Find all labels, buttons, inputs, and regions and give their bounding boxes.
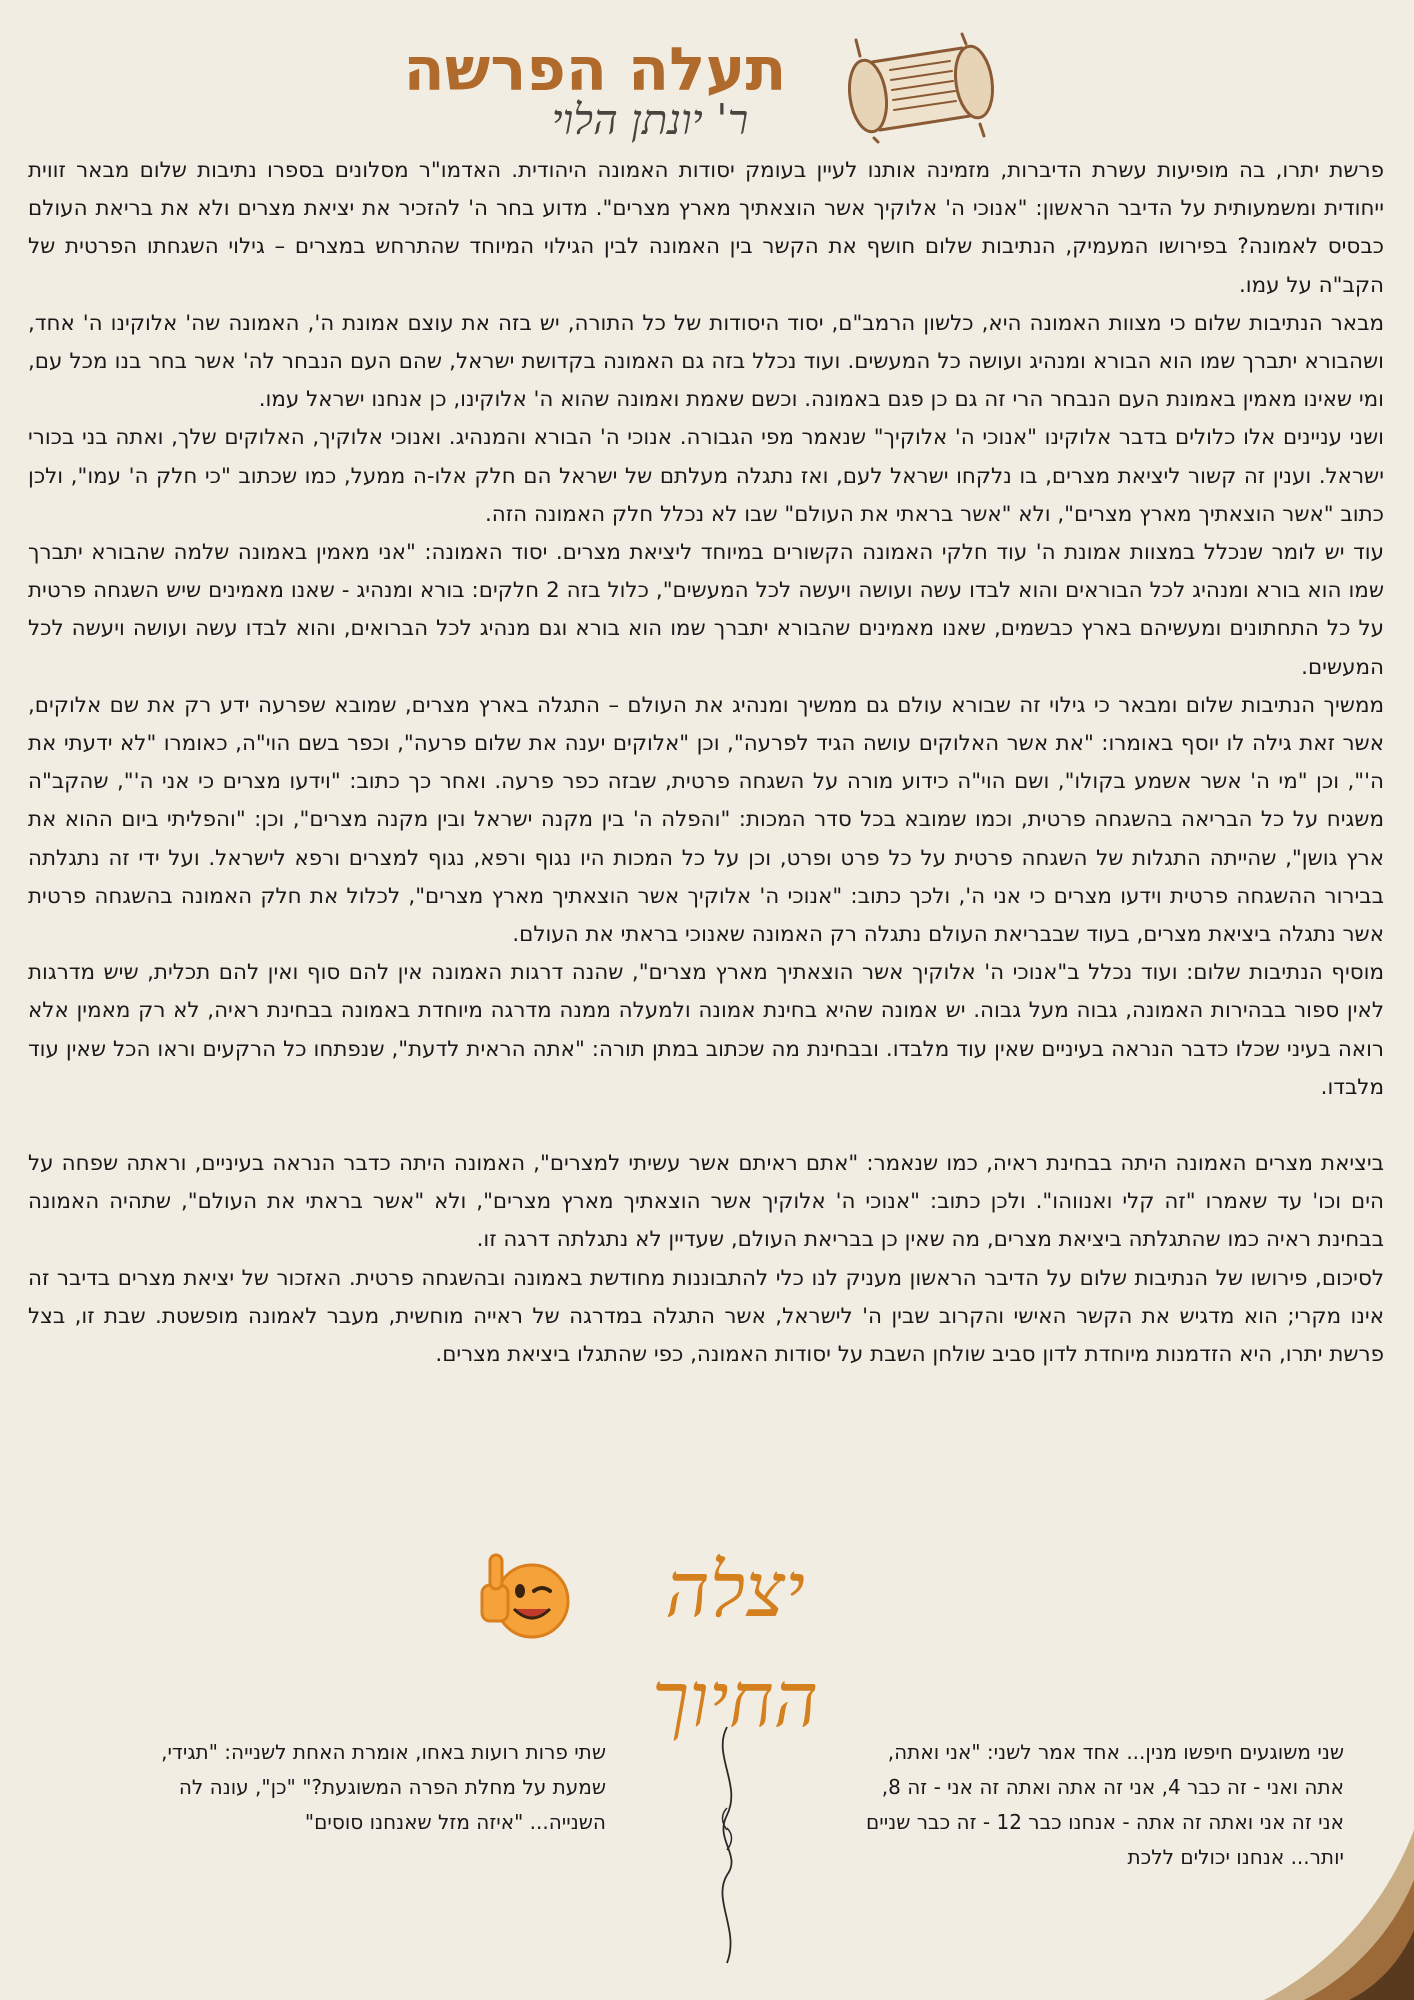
article-body [28, 152, 1384, 1374]
article-paragraph: ממשיך הנתיבות שלום ומבאר כי גילוי זה שבורא עולם גם ממשיך ומנהיג את העולם – התגלה בארץ מצרים, שמובא שפרעה ידע רק את שם אלוקים, אשר זאת גילה לו יוסף באומרו: "את אשר האלוקים עושה הגיד לפרעה", וכן "אלוקים יענה את שלום פרעה", וכפר בשם הוי"ה, כאומרו "לא ידעתי את ה'", וכן "מי ה' אשר אשמע בקולו", ושם הוי"ה כידוע מורה על השגחה פרטית, שבזה כפר פרעה. ואחר כך כתוב: "וידעו מצרים כי אני ה'", שהקב"ה משגיח על כל הבריאה בהשגחה פרטית, וכמו שמובא בכל סדר המכות: "והפלה ה' בין מקנה ישראל ובין מקנה מצרים", וכן: "והפליתי ביום ההוא את ארץ גושן", שהייתה התגלות של השגחה פרטית על כל פרט ופרט, וכן על כל המכות היו נגוף ורפא, נגוף למצרים ורפא לישראל. ועל ידי זה נתגלתה בבירור ההשגחה פרטית וידעו מצרים כי אני ה', ולכך כתוב: "אנוכי ה' אלוקיך אשר הוצאתיך מארץ מצרים", לכלול את חלק האמונה בהשגחה פרטית אשר נתגלה ביציאת מצרים, בעוד שבבריאת העולם נתגלה רק האמונה שאנוכי בראתי את העולם. [28, 692, 1384, 948]
article-paragraph: ביציאת מצרים האמונה היתה בבחינת ראיה, כמו שנאמר: "אתם ראיתם אשר עשיתי למצרים", האמונה היתה כדבר הנראה בעיניים, וראתה שפחה על הים וכו' עד שאמרו "זה קלי ואנווהו". ולכן כתוב: "אנוכי ה' אלוקיך אשר הוצאתיך מארץ מצרים", ולא "אשר בראתי את העולם", שתהיה האמונה בבחינת ראיה כמו שהתגלתה ביציאת מצרים, מה שאין כן בבריאת העולם, שעדיין לא נתגלתה דרגה זו. [28, 1151, 1384, 1253]
humor-title: יצלה החיוך [651, 1545, 819, 1744]
article-paragraph: עוד יש לומר שנכלל במצוות אמונת ה' עוד חלקי האמונה הקשורים במיוחד ליציאת מצרים. יסוד האמונה: "אני מאמין באמונה שלמה שהבורא יתברך שמו הוא בורא ומנהיג לכל הבוראים והוא לבדו עשה ועושה ויעשה לכל המעשים", כלול בזה 2 חלקים: בורא ומנהיג - שאנו מאמינים שיש השגחה פרטית על כל התחתונים ומעשיהם בארץ כבשמים, שאנו מאמינים שהבורא יתברך שמו הוא בורא וגם מנהיג לכל הברואים, והוא לבדו עשה ועושה ויעשה לכל המעשים. [28, 540, 1384, 680]
ornamental-divider [702, 1725, 752, 1965]
page-title: תעלה הפרשה [403, 35, 787, 105]
article-paragraph: פרשת יתרו, בה מופיעות עשרת הדיברות, מזמינה אותנו לעיין בעומק יסודות האמונה היהודית. האדמו"ר מסלונים בספרו נתיבות שלום מבאר זווית ייחודית ומשמעותית על הדיבר הראשון: "אנוכי ה' אלוקיך אשר הוצאתיך מארץ מצרים". מדוע בחר ה' להזכיר את יציאת מצרים ולא את בריאת העולם כבסיס לאמונה? בפירושו המעמיק, הנתיבות שלום חושף את הקשר בין האמונה לבין הגילוי המיוחד שהתרחש במצרים – גילוי השגחתו הפרטית של הקב"ה על עמו. [28, 158, 1384, 298]
article-paragraph: מבאר הנתיבות שלום כי מצוות האמונה היא, כלשון הרמב"ם, יסוד היסודות של כל התורה, יש בזה את עוצם אמונת ה', האמונה שה' אלוקינו ה' אחד, ושהבורא יתברך שמו הוא הבורא ומנהיג ועושה כל המעשים. ועוד נכלל בזה גם האמונה בקדושת ישראל, שהם העם הנבחר לה' אשר בחר בנו מכל עם, ומי שאינו מאמין באמונת העם הנבחר הרי זה גם כן פגם באמונה. וכשם שאמת ואמונה שהוא ה' אלוקינו, כן אנחנו ישראל עמו. [28, 310, 1384, 413]
joke-right: שני משוגעים חיפשו מנין... אחד אמר לשני: "אני ואתה, אתה ואני - זה כבר 4, אני זה אתה ואתה זה אני - זה 8, אני זה אני ואתה זה אתה - אנחנו כבר 12 - זה כבר שניים יותר... אנחנו יכולים ללכת [866, 1740, 1344, 1869]
corner-decoration [1264, 1830, 1414, 2000]
article-paragraph: מוסיף הנתיבות שלום: ועוד נכלל ב"אנוכי ה' אלוקיך אשר הוצאתיך מארץ מצרים", שהנה דרגות האמונה אין להם סוף ואין להם תכלית, שיש מדרגות לאין ספור בבהירות האמונה, גבוה מעל גבוה. יש אמונה שהיא בחינת אמונה ולמעלה ממנה מדרגה מיוחדת באמונה בבחינת ראיה, לא רק מאמין אלא רואה בעיני שכלו כדבר הנראה בעיניים שאין עוד מלבדו. ובבחינת מה שכתוב במתן תורה: "אתה הראית לדעת", שנפתחו כל הרקעים וראו הכל שאין עוד מלבדו. [28, 960, 1384, 1100]
article-paragraph: לסיכום, פירושו של הנתיבות שלום על הדיבר הראשון מעניק לנו כלי להתבוננות מחודשת באמונה ובהשגחה פרטית. האזכור של יציאת מצרים בדיבר זה אינו מקרי; הוא מדגיש את הקשר האישי והקרוב שבין ה' לישראל, אשר התגלה במדרגה של ראייה מוחשית, מעבר לאמונה מופשטת. שבת זו, בצל פרשת יתרו, היא הזדמנות מיוחדת לדון סביב שולחן השבת על יסודות האמונה, כפי שהתגלו ביציאת מצרים. [28, 1265, 1384, 1368]
joke-left: שתי פרות רועות באחו, אומרת האחת לשנייה: "תגידי, שמעת על מחלת הפרה המשוגעת?" "כן", עונה לה השנייה... "איזה מזל שאנחנו סוסים" [161, 1740, 606, 1834]
torah-scroll-icon [834, 32, 1002, 144]
article-paragraph: ושני עניינים אלו כלולים בדבר אלוקינו "אנוכי ה' אלוקיך" שנאמר מפי הגבורה. אנוכי ה' הבורא והמנהיג. ואנוכי אלוקיך, האלוקים שלך, ואתה בני בכורי ישראל. וענין זה קשור ליציאת מצרים, בו נלקחו ישראל לעם, ואז נתגלה מעלתם של ישראל הם חלק אלו-ה ממעל, כמו שכתוב "כי חלק ה' עמו", ולכן כתוב "אשר הוצאתיך מארץ מצרים", ולא "אשר בראתי את העולם" שבו לא נכלל חלק האמונה הזה. [28, 425, 1384, 527]
winking-thumbs-up-emoji-icon [478, 1545, 578, 1645]
author-name: ר' יונתן הלוי [551, 95, 749, 144]
header [0, 20, 1414, 145]
